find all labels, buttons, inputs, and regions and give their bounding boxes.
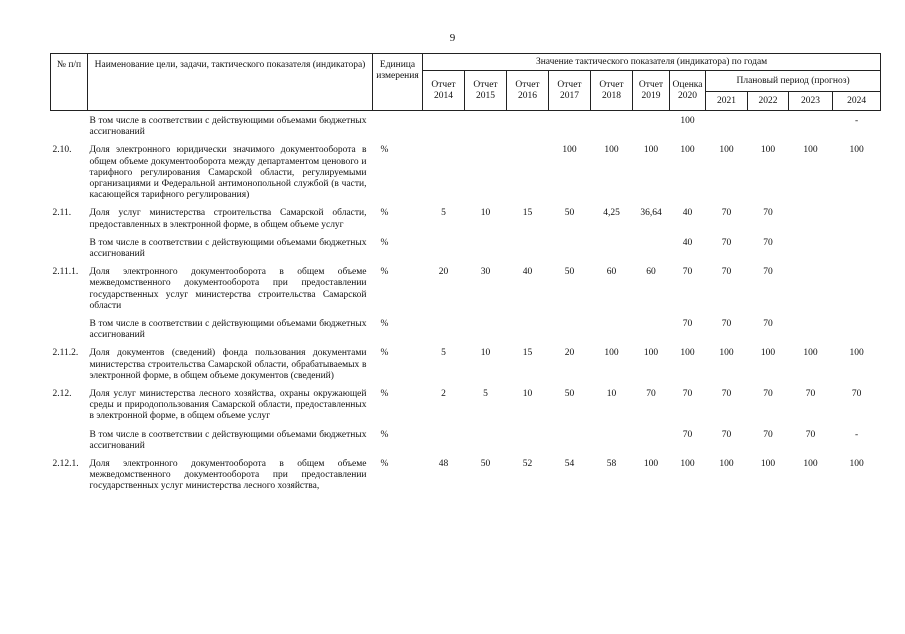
value-cell: 70 xyxy=(763,267,773,278)
unit: % xyxy=(380,348,389,359)
indicator-name: В том числе в соответствии с действующими объемами бюджетных ассигнований xyxy=(89,319,367,341)
value-cell: 40 xyxy=(522,267,533,278)
value-cell: 70 xyxy=(721,208,732,219)
header-plan-2022: 2022 xyxy=(748,92,789,111)
unit: % xyxy=(380,459,389,470)
value-cell: 5 xyxy=(441,348,446,359)
row-number xyxy=(51,314,88,343)
value-cell: 50 xyxy=(480,459,491,470)
header-unit: Единица измерения xyxy=(373,54,423,111)
value-cell: 100 xyxy=(719,459,734,470)
value-cell: 100 xyxy=(803,145,818,156)
table-row xyxy=(51,233,881,262)
value-cell xyxy=(633,314,670,343)
value-cell xyxy=(833,203,881,232)
value-cell: 100 xyxy=(760,459,776,470)
indicator-name: Доля электронного документооборота в общем объеме межведомственного документооборота при предоставлении государственных услуг министерства строительства Самарской области xyxy=(89,267,367,311)
value-cell: 100 xyxy=(680,459,695,470)
value-cell xyxy=(465,314,507,343)
value-cell: 70 xyxy=(682,319,693,330)
value-cell xyxy=(833,314,881,343)
value-cell: 4,25 xyxy=(603,208,620,219)
value-cell: 100 xyxy=(760,348,776,359)
value-cell: 50 xyxy=(564,208,575,219)
value-cell xyxy=(789,203,833,232)
header-name: Наименование цели, задачи, тактического показателя (индикатора) xyxy=(88,54,373,111)
table-header xyxy=(51,54,881,111)
value-cell: 70 xyxy=(851,389,862,400)
row-number: 2.11.2. xyxy=(52,348,79,359)
value-cell xyxy=(507,111,549,141)
header-plan-2021: 2021 xyxy=(706,92,748,111)
table-row xyxy=(51,262,881,314)
value-cell: 10 xyxy=(606,389,617,400)
value-cell xyxy=(833,262,881,314)
value-cell: 100 xyxy=(719,348,734,359)
unit xyxy=(373,111,423,141)
value-cell: 10 xyxy=(522,389,533,400)
row-number: 2.12. xyxy=(52,389,72,400)
row-number xyxy=(51,111,88,141)
indicator-name: Доля электронного юридически значимого документооборота в общем объеме документооборота между департаментом ценового и тарифного регулирования Самарской области, регулируемыми организациями и Федеральной антимонопольной службой (в части, касающейся тарифного регулирования) xyxy=(89,145,367,201)
value-cell xyxy=(507,140,549,203)
unit: % xyxy=(380,145,389,156)
indicator-name: Доля документов (сведений) фонда пользования документами министерства строительства Самарской области, обрабатываемых в электронной форме, в общем объеме документов (сведений) xyxy=(89,348,367,381)
unit: % xyxy=(380,208,389,219)
unit: % xyxy=(380,319,389,330)
value-cell: 60 xyxy=(646,267,656,278)
page-number: 9 xyxy=(449,32,456,44)
value-cell xyxy=(633,233,670,262)
value-cell xyxy=(591,314,633,343)
row-number: 2.10. xyxy=(52,145,72,156)
value-cell xyxy=(423,111,465,141)
value-cell: 70 xyxy=(682,267,693,278)
value-cell: - xyxy=(854,116,859,126)
value-cell xyxy=(507,314,549,343)
indicator-name: В том числе в соответствии с действующими объемами бюджетных ассигнований xyxy=(89,429,367,451)
value-cell: 100 xyxy=(803,459,818,470)
value-cell: 40 xyxy=(682,237,693,248)
value-cell: 15 xyxy=(522,208,533,219)
header-estimate-2020: Оценка 2020 xyxy=(670,71,706,111)
value-cell xyxy=(507,425,549,454)
value-cell: 48 xyxy=(438,459,449,470)
row-number: 2.11.1. xyxy=(52,267,79,278)
header-plan-2024: 2024 xyxy=(833,92,881,111)
value-cell xyxy=(789,314,833,343)
unit: % xyxy=(380,389,389,400)
value-cell: 100 xyxy=(680,348,695,359)
value-cell: 58 xyxy=(606,459,617,470)
table-row xyxy=(51,425,881,454)
value-cell: 30 xyxy=(480,267,491,278)
value-cell: 70 xyxy=(763,319,773,330)
value-cell xyxy=(591,233,633,262)
unit: % xyxy=(380,237,389,248)
value-cell: 70 xyxy=(721,429,732,440)
table-body xyxy=(51,111,881,495)
value-cell: 2 xyxy=(441,389,446,400)
value-cell xyxy=(423,140,465,203)
header-report-2014: Отчет 2014 xyxy=(423,71,465,111)
header-num: № п/п xyxy=(51,54,88,111)
header-report-2018: Отчет 2018 xyxy=(591,71,633,111)
value-cell: 40 xyxy=(682,208,693,219)
header-plan-2023: 2023 xyxy=(789,92,833,111)
value-cell: 100 xyxy=(604,348,619,359)
value-cell: 70 xyxy=(682,389,693,400)
table-row xyxy=(51,384,881,425)
value-cell xyxy=(423,425,465,454)
value-cell xyxy=(789,262,833,314)
value-cell xyxy=(549,111,591,141)
value-cell: 100 xyxy=(643,348,659,359)
header-values-group: Значение тактического показателя (индикатора) по годам xyxy=(423,54,881,71)
value-cell: 100 xyxy=(643,145,659,156)
value-cell xyxy=(789,233,833,262)
value-cell: 70 xyxy=(805,389,816,400)
table-row xyxy=(51,314,881,343)
indicator-name: Доля услуг министерства лесного хозяйства, охраны окружающей среды и природопользования Самарской области, предоставленных в электронной форме, в общем объеме услуг xyxy=(89,389,367,422)
value-cell xyxy=(423,314,465,343)
value-cell: 70 xyxy=(682,429,693,440)
value-cell: 70 xyxy=(646,389,656,400)
value-cell: 60 xyxy=(606,267,617,278)
header-report-2015: Отчет 2015 xyxy=(465,71,507,111)
value-cell xyxy=(465,111,507,141)
header-plan-group: Плановый период (прогноз) xyxy=(706,71,881,92)
indicator-name: В том числе в соответствии с действующими объемами бюджетных ассигнований xyxy=(89,116,367,138)
value-cell: 100 xyxy=(849,145,864,156)
value-cell: - xyxy=(854,429,859,440)
value-cell: 15 xyxy=(522,348,533,359)
value-cell: 70 xyxy=(763,237,773,248)
value-cell: 100 xyxy=(719,145,734,156)
table-row xyxy=(51,140,881,203)
value-cell xyxy=(591,425,633,454)
value-cell: 70 xyxy=(721,267,732,278)
value-cell xyxy=(549,425,591,454)
value-cell: 100 xyxy=(643,459,659,470)
value-cell: 70 xyxy=(721,237,732,248)
indicator-name: Доля электронного документооборота в общем объеме межведомственного документооборота при предоставлении государственных услуг министерства лесного хозяйства, xyxy=(89,459,367,492)
value-cell: 10 xyxy=(480,208,491,219)
unit: % xyxy=(380,267,389,278)
value-cell: 70 xyxy=(763,429,773,440)
value-cell xyxy=(633,111,670,141)
value-cell xyxy=(591,111,633,141)
value-cell: 10 xyxy=(480,348,491,359)
value-cell: 70 xyxy=(721,319,732,330)
value-cell: 20 xyxy=(564,348,575,359)
value-cell: 100 xyxy=(849,348,864,359)
table-row xyxy=(51,111,881,141)
value-cell xyxy=(423,233,465,262)
indicator-name: В том числе в соответствии с действующими объемами бюджетных ассигнований xyxy=(89,237,367,260)
row-number: 2.11. xyxy=(52,208,72,219)
row-number xyxy=(51,233,88,262)
indicators-table xyxy=(50,53,881,495)
header-report-2017: Отчет 2017 xyxy=(549,71,591,111)
value-cell xyxy=(748,111,789,141)
value-cell: 70 xyxy=(805,429,816,440)
value-cell: 100 xyxy=(680,145,695,156)
value-cell: 54 xyxy=(564,459,575,470)
value-cell: 100 xyxy=(680,116,695,126)
table-row xyxy=(51,343,881,384)
value-cell: 100 xyxy=(760,145,776,156)
row-number xyxy=(51,425,88,454)
value-cell: 70 xyxy=(763,208,773,219)
value-cell: 70 xyxy=(721,389,732,400)
value-cell: 5 xyxy=(441,208,446,219)
value-cell xyxy=(465,140,507,203)
value-cell xyxy=(465,233,507,262)
value-cell xyxy=(706,111,748,141)
value-cell: 50 xyxy=(564,389,575,400)
value-cell xyxy=(633,425,670,454)
value-cell: 100 xyxy=(604,145,619,156)
value-cell: 100 xyxy=(562,145,577,156)
unit: % xyxy=(380,429,389,440)
value-cell xyxy=(465,425,507,454)
header-report-2016: Отчет 2016 xyxy=(507,71,549,111)
value-cell: 5 xyxy=(483,389,488,400)
indicator-name: Доля услуг министерства строительства Самарской области, предоставленных в электронной форме, в общем объеме услуг xyxy=(89,208,367,230)
table-row xyxy=(51,203,881,232)
value-cell: 52 xyxy=(522,459,533,470)
value-cell xyxy=(549,233,591,262)
value-cell: 50 xyxy=(564,267,575,278)
value-cell xyxy=(833,233,881,262)
value-cell: 36,64 xyxy=(640,208,662,219)
row-number: 2.12.1. xyxy=(52,459,79,470)
value-cell: 70 xyxy=(763,389,773,400)
value-cell: 100 xyxy=(803,348,818,359)
table-row xyxy=(51,454,881,495)
value-cell xyxy=(789,111,833,141)
value-cell: 20 xyxy=(438,267,449,278)
value-cell: 100 xyxy=(849,459,864,470)
header-report-2019: Отчет 2019 xyxy=(633,71,670,111)
value-cell xyxy=(507,233,549,262)
value-cell xyxy=(549,314,591,343)
